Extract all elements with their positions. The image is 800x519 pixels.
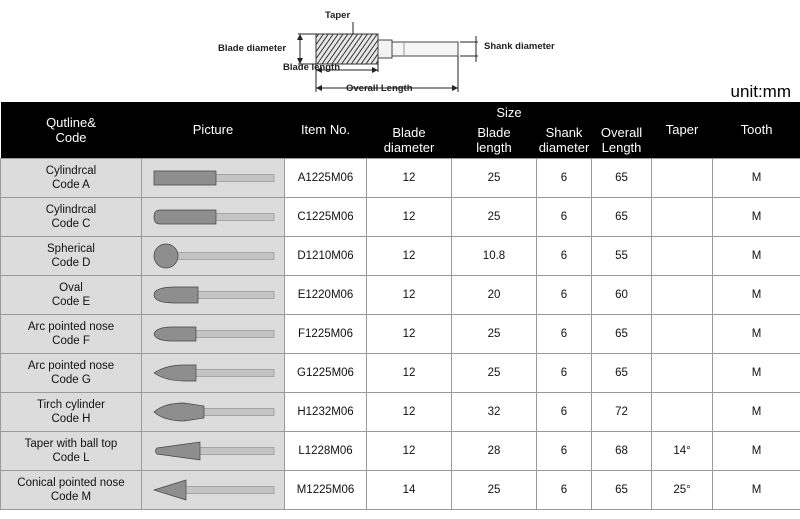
- ball-burr-image: [148, 240, 278, 272]
- cell-tooth: M: [713, 275, 800, 314]
- shank-shape: [392, 42, 458, 56]
- cell-item: H1232M06: [285, 392, 367, 431]
- header-blade-diameter: Blade diameter: [367, 122, 452, 158]
- cell-shank-diameter: 6: [537, 314, 592, 353]
- cell-blade-diameter: 12: [367, 275, 452, 314]
- cell-item: E1220M06: [285, 275, 367, 314]
- cell-outline-code: [1, 314, 142, 353]
- cell-taper: [652, 236, 713, 275]
- outline-name: Oval: [59, 281, 83, 294]
- cell-tooth: M: [713, 431, 800, 470]
- outline-name: Taper with ball top: [24, 437, 118, 450]
- outline-name: Conical pointed nose: [17, 476, 125, 489]
- table-row: [1, 431, 800, 470]
- cell-taper: [652, 158, 713, 197]
- cell-picture: [142, 470, 285, 509]
- cell-item: G1225M06: [285, 353, 367, 392]
- cell-blade-diameter: 12: [367, 392, 452, 431]
- blade-length-label: Blade length: [283, 62, 341, 73]
- outline-code: Code A: [52, 178, 90, 191]
- outline-code: Code C: [51, 217, 91, 230]
- header-overall-length: Overall Length: [592, 122, 652, 158]
- cell-overall-length: 65: [592, 353, 652, 392]
- cell-outline-code: [1, 392, 142, 431]
- cell-item: F1225M06: [285, 314, 367, 353]
- header-blade-length: Blade length: [452, 122, 537, 158]
- cell-item: C1225M06: [285, 197, 367, 236]
- arc-round-nose-burr-image: [148, 318, 278, 350]
- cell-outline-code: [1, 158, 142, 197]
- header-outline: Qutline& Code: [1, 102, 142, 158]
- outline-name: Spherical: [47, 242, 95, 255]
- cell-blade-length: 25: [452, 197, 537, 236]
- cell-tooth: M: [713, 158, 800, 197]
- cell-picture: [142, 197, 285, 236]
- cell-item: A1225M06: [285, 158, 367, 197]
- cell-shank-diameter: 6: [537, 275, 592, 314]
- cell-tooth: M: [713, 353, 800, 392]
- cell-outline-code: [1, 275, 142, 314]
- cell-picture: [142, 236, 285, 275]
- cell-blade-length: 25: [452, 353, 537, 392]
- outline-name: Cylindrcal: [45, 203, 97, 216]
- cell-overall-length: 60: [592, 275, 652, 314]
- blade-shape: [316, 34, 378, 64]
- oval-burr-image: [148, 279, 278, 311]
- cell-picture: [142, 353, 285, 392]
- table-row: [1, 392, 800, 431]
- cell-blade-diameter: 12: [367, 158, 452, 197]
- cell-overall-length: 65: [592, 314, 652, 353]
- cell-shank-diameter: 6: [537, 470, 592, 509]
- cell-outline-code: [1, 431, 142, 470]
- flame-burr-image: [148, 396, 278, 428]
- cell-taper: [652, 275, 713, 314]
- outline-code: Code D: [51, 256, 91, 269]
- cell-shank-diameter: 6: [537, 197, 592, 236]
- cell-shank-diameter: 6: [537, 392, 592, 431]
- table-row: [1, 470, 800, 509]
- cell-shank-diameter: 6: [537, 236, 592, 275]
- cell-blade-diameter: 12: [367, 197, 452, 236]
- cell-shank-diameter: 6: [537, 431, 592, 470]
- cell-taper: [652, 392, 713, 431]
- cell-item: M1225M06: [285, 470, 367, 509]
- dimension-diagram: [0, 0, 800, 102]
- header-size: Size: [367, 102, 652, 122]
- cell-blade-diameter: 12: [367, 236, 452, 275]
- cell-picture: [142, 392, 285, 431]
- cell-blade-length: 25: [452, 470, 537, 509]
- overall-length-label: Overall Length: [346, 83, 413, 94]
- outline-code: Code G: [51, 373, 91, 386]
- cell-blade-length: 25: [452, 158, 537, 197]
- header-item-no: Item No.: [285, 102, 367, 158]
- cell-tooth: M: [713, 314, 800, 353]
- outline-code: Code H: [51, 412, 91, 425]
- cell-tooth: M: [713, 197, 800, 236]
- unit-label: unit:mm: [730, 82, 791, 101]
- cone-burr-image: [148, 474, 278, 506]
- cell-outline-code: [1, 470, 142, 509]
- header-shank-diameter: Shank diameter: [537, 122, 592, 158]
- taper-label: Taper: [325, 10, 351, 21]
- outline-code: Code E: [51, 295, 91, 308]
- table-body: [1, 158, 800, 509]
- cell-taper: [652, 314, 713, 353]
- table-row: [1, 275, 800, 314]
- spec-table: [0, 102, 800, 510]
- cell-picture: [142, 431, 285, 470]
- header-taper: Taper: [652, 102, 713, 158]
- cell-blade-diameter: 12: [367, 353, 452, 392]
- cell-outline-code: [1, 353, 142, 392]
- cell-taper: 14°: [652, 431, 713, 470]
- header-picture: Picture: [142, 102, 285, 158]
- cell-picture: [142, 275, 285, 314]
- cell-blade-diameter: 12: [367, 431, 452, 470]
- outline-code: Code M: [50, 490, 92, 503]
- cell-blade-length: 28: [452, 431, 537, 470]
- cell-tooth: M: [713, 470, 800, 509]
- cell-taper: [652, 353, 713, 392]
- cylinder-burr-image: [148, 162, 278, 194]
- outline-name: Tirch cylinder: [37, 398, 105, 411]
- header-tooth: Tooth: [713, 102, 800, 158]
- blade-diameter-label: Blade diameter: [218, 43, 287, 54]
- outline-name: Arc pointed nose: [27, 359, 115, 372]
- cell-picture: [142, 314, 285, 353]
- table-header: [1, 102, 800, 158]
- cell-tooth: M: [713, 236, 800, 275]
- cell-taper: 25°: [652, 470, 713, 509]
- cell-overall-length: 72: [592, 392, 652, 431]
- outline-name: Arc pointed nose: [27, 320, 115, 333]
- cell-blade-diameter: 12: [367, 314, 452, 353]
- table-row: [1, 314, 800, 353]
- cell-tooth: M: [713, 392, 800, 431]
- cell-blade-diameter: 14: [367, 470, 452, 509]
- cylinder-radius-end-burr-image: [148, 201, 278, 233]
- table-row: [1, 353, 800, 392]
- outline-name: Cylindrcal: [45, 164, 97, 177]
- cell-picture: [142, 158, 285, 197]
- cell-blade-length: 10.8: [452, 236, 537, 275]
- cell-overall-length: 68: [592, 431, 652, 470]
- cell-overall-length: 65: [592, 197, 652, 236]
- cell-overall-length: 65: [592, 470, 652, 509]
- cell-overall-length: 65: [592, 158, 652, 197]
- outline-code: Code F: [52, 334, 90, 347]
- cell-shank-diameter: 6: [537, 353, 592, 392]
- cell-overall-length: 55: [592, 236, 652, 275]
- table-row: [1, 236, 800, 275]
- cell-outline-code: [1, 197, 142, 236]
- cell-item: L1228M06: [285, 431, 367, 470]
- cell-outline-code: [1, 236, 142, 275]
- cell-blade-length: 32: [452, 392, 537, 431]
- cell-taper: [652, 197, 713, 236]
- cell-blade-length: 25: [452, 314, 537, 353]
- arc-pointed-nose-burr-image: [148, 357, 278, 389]
- cell-item: D1210M06: [285, 236, 367, 275]
- cell-shank-diameter: 6: [537, 158, 592, 197]
- cell-blade-length: 20: [452, 275, 537, 314]
- shank-diameter-label: Shank diameter: [484, 41, 555, 52]
- table-row: [1, 158, 800, 197]
- outline-code: Code L: [52, 451, 90, 464]
- taper-ball-nose-burr-image: [148, 435, 278, 467]
- table-row: [1, 197, 800, 236]
